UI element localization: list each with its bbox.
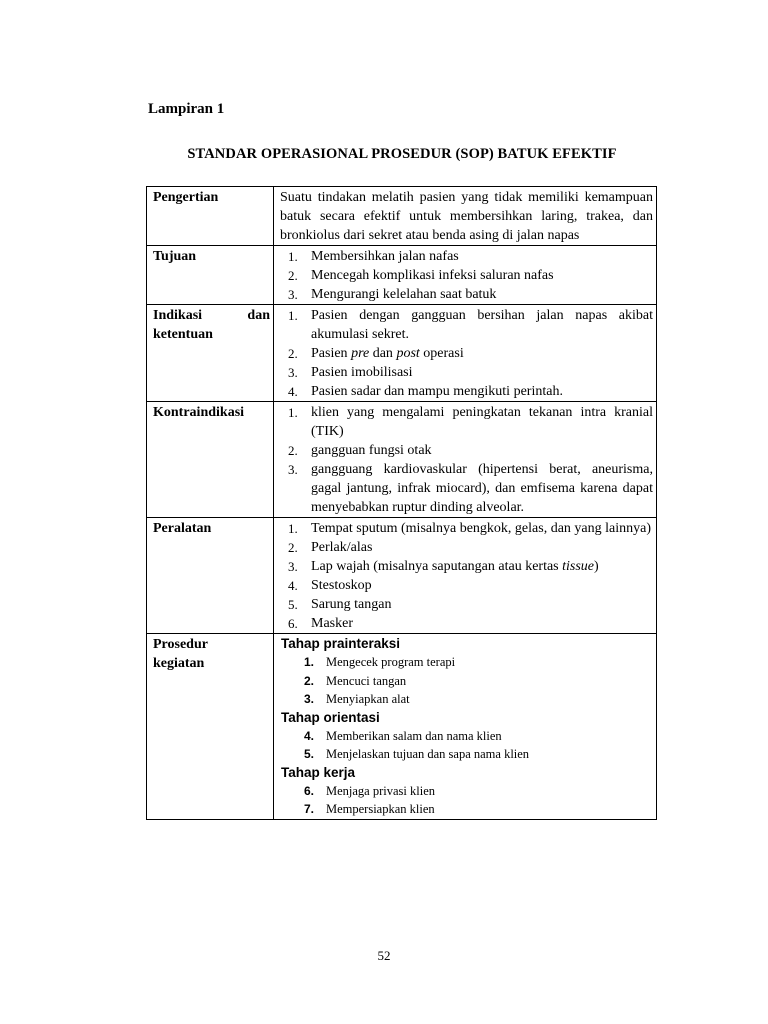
table-row-peralatan <box>147 518 657 634</box>
table-row-tujuan <box>147 246 657 305</box>
list-number: 6. <box>288 616 298 631</box>
row-label-prosedur <box>147 634 274 820</box>
list-item-text: operasi <box>419 346 464 361</box>
list-item-text: Menjaga privasi klien <box>326 783 435 798</box>
list-item <box>280 382 653 401</box>
list-item-text: Mengecek program terapi <box>326 655 456 669</box>
label-word: Indikasi <box>153 308 203 323</box>
table-row-kontraindikasi <box>147 402 657 518</box>
list-item <box>280 727 653 746</box>
list-item-text: gangguan fungsi otak <box>311 443 432 458</box>
list-number: 1. <box>288 308 298 323</box>
table-row-indikasi <box>147 305 657 402</box>
kontraindikasi-list-cell <box>274 402 657 518</box>
list-number: 3. <box>288 462 298 477</box>
list-item <box>280 344 653 363</box>
list-number: 1. <box>288 249 298 264</box>
list-item <box>280 441 653 460</box>
list-item-text: Sarung tangan <box>311 597 392 612</box>
list-item <box>280 653 653 672</box>
list-item-text: Mengurangi kelelahan saat batuk <box>311 287 497 302</box>
list-number: 4. <box>288 578 298 593</box>
label-line: ketentuan <box>153 327 213 342</box>
tujuan-list-cell <box>274 246 657 305</box>
list-number: 3. <box>288 559 298 574</box>
stage-list-prainteraksi <box>280 653 653 709</box>
stage-heading-orientasi: Tahap orientasi <box>281 709 380 725</box>
list-item <box>280 745 653 764</box>
label-line: Prosedur <box>153 637 208 652</box>
list-item-text: Memberikan salam dan nama klien <box>326 728 502 743</box>
list-number: 2. <box>288 346 298 361</box>
list-item-text: Mencegah komplikasi infeksi saluran nafas <box>311 268 554 283</box>
list-number: 3. <box>288 287 298 302</box>
list-number: 4. <box>304 728 315 743</box>
list-item <box>280 782 653 801</box>
pengertian-text: Suatu tindakan melatih pasien yang tidak memiliki kemampuan batuk secara efektif untuk membersihkan laring, trakea, dan bronkiolus dari sekret atau benda asing di jalan napas <box>274 187 657 246</box>
list-item-text: klien yang mengalami peningkatan tekanan intra kranial (TIK) <box>311 405 653 439</box>
list-item-text: Mempersiapkan klien <box>326 802 435 816</box>
list-item-text: Pasien dengan gangguan bersihan jalan napas akibat akumulasi sekret. <box>311 308 653 342</box>
appendix-label: Lampiran 1 <box>148 101 225 117</box>
list-number: 2. <box>288 268 298 283</box>
row-label-pengertian: Pengertian <box>147 187 274 246</box>
list-number: 2. <box>304 673 315 688</box>
sop-table <box>146 186 657 820</box>
row-label-peralatan: Peralatan <box>147 518 274 634</box>
list-item <box>280 519 653 538</box>
list-item-text: gangguang kardiovaskular (hipertensi berat, aneurisma, gagal jantung, infrak miocard), dan emfisema karena dapat menyebabkan ruptur dinding alveolar. <box>311 462 653 515</box>
table-row-prosedur <box>147 634 657 820</box>
label-line <box>153 306 270 325</box>
list-item-text: Pasien sadar dan mampu mengikuti perintah. <box>311 384 563 399</box>
list-item <box>280 285 653 304</box>
peralatan-list <box>280 519 653 633</box>
list-number: 2. <box>288 443 298 458</box>
list-item-text: Perlak/alas <box>311 540 373 555</box>
list-number: 5. <box>288 597 298 612</box>
stage-list-kerja <box>280 782 653 819</box>
indikasi-list <box>280 306 653 401</box>
list-item <box>280 557 653 576</box>
prosedur-cell <box>274 634 657 820</box>
list-item <box>280 306 653 344</box>
list-item-text: Mencuci tangan <box>326 673 407 688</box>
row-label-indikasi <box>147 305 274 402</box>
list-item <box>280 614 653 633</box>
list-item <box>280 403 653 441</box>
list-item-text: Pasien <box>311 346 352 361</box>
list-item <box>280 247 653 266</box>
tujuan-list <box>280 247 653 304</box>
label-line: kegiatan <box>153 656 205 671</box>
list-number: 6. <box>304 783 315 798</box>
italic-term: tissue <box>562 559 595 574</box>
list-item <box>280 363 653 382</box>
list-item-text: Masker <box>311 616 353 631</box>
list-number: 1. <box>288 405 298 420</box>
list-item-text: Pasien imobilisasi <box>311 365 413 380</box>
kontraindikasi-list <box>280 403 653 517</box>
list-number: 2. <box>288 540 298 555</box>
list-item-text: Menjelaskan tujuan dan sapa nama klien <box>326 747 530 761</box>
list-number: 7. <box>304 802 315 816</box>
list-item-text: Lap wajah (misalnya saputangan atau kertas <box>311 559 563 574</box>
list-item <box>280 538 653 557</box>
list-number: 1. <box>304 655 315 669</box>
list-item-text: ) <box>594 559 599 574</box>
list-number: 1. <box>288 521 298 536</box>
list-item <box>280 800 653 819</box>
list-item-text: Membersihkan jalan nafas <box>311 249 459 264</box>
list-item-text: Menyiapkan alat <box>326 692 410 706</box>
document-title: STANDAR OPERASIONAL PROSEDUR (SOP) BATUK EFEKTIF <box>187 146 617 162</box>
table-row-pengertian <box>147 187 657 246</box>
list-item <box>280 595 653 614</box>
list-item <box>280 266 653 285</box>
list-item <box>280 672 653 691</box>
row-label-kontraindikasi: Kontraindikasi <box>147 402 274 518</box>
list-number: 4. <box>288 384 298 399</box>
stage-list-orientasi <box>280 727 653 764</box>
list-number: 3. <box>288 365 298 380</box>
list-item-text: Stestoskop <box>311 578 372 593</box>
list-number: 3. <box>304 692 315 706</box>
stage-heading-prainteraksi: Tahap prainteraksi <box>281 636 401 651</box>
list-item <box>280 460 653 517</box>
label-word: dan <box>247 308 270 323</box>
list-item-text: Tempat sputum (misalnya bengkok, gelas, dan yang lainnya) <box>311 521 651 536</box>
list-item <box>280 576 653 595</box>
italic-term: post <box>396 346 420 361</box>
stage-heading-kerja: Tahap kerja <box>281 764 356 780</box>
row-label-tujuan: Tujuan <box>147 246 274 305</box>
page-number: 52 <box>377 948 391 963</box>
list-item <box>280 690 653 709</box>
indikasi-list-cell <box>274 305 657 402</box>
peralatan-list-cell <box>274 518 657 634</box>
list-item-text: dan <box>369 346 397 361</box>
list-number: 5. <box>304 747 315 761</box>
italic-term: pre <box>351 346 370 361</box>
